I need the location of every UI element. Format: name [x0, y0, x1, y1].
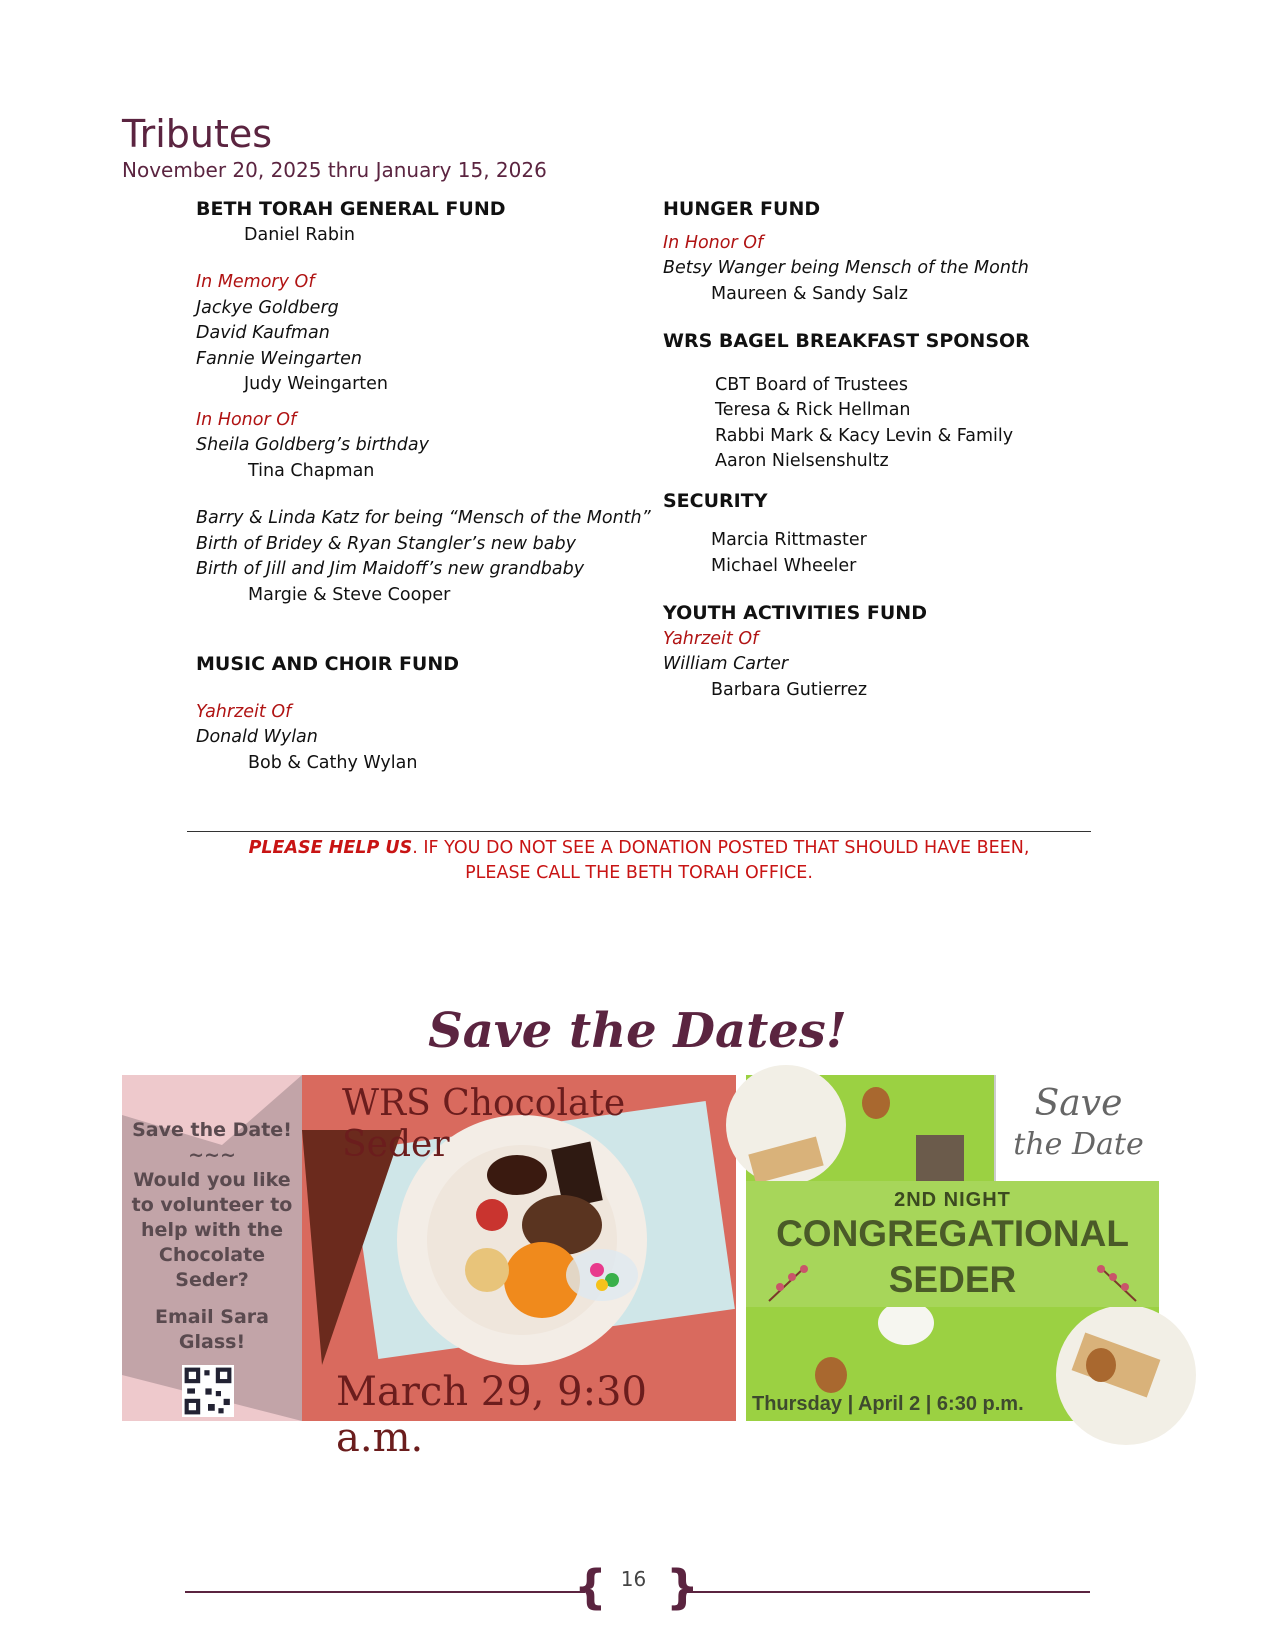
seder-date: Thursday | April 2 | 6:30 p.m. — [752, 1393, 1024, 1415]
volunteer-card — [122, 1075, 302, 1421]
volunteer-email-line: Email Sara — [155, 1306, 269, 1328]
help-emphasis: PLEASE HELP US — [248, 838, 413, 858]
volunteer-line: Chocolate — [158, 1244, 266, 1266]
honor-name: Sheila Goldberg’s birthday — [196, 435, 429, 455]
qr-code-icon[interactable] — [182, 1365, 234, 1417]
honor-name: Betsy Wanger being Mensch of the Month — [663, 258, 1029, 278]
honor-name: Birth of Jill and Jim Maidoff’s new grandbaby — [196, 559, 585, 579]
memory-name: David Kaufman — [196, 323, 330, 343]
memory-name: Jackye Goldberg — [196, 297, 339, 318]
security-heading: SECURITY — [663, 489, 768, 512]
sponsor-donor: Aaron Nielsenshultz — [715, 451, 889, 471]
seder-title-line2: SEDER — [888, 1259, 1017, 1300]
congregational-seder-image — [746, 1075, 1159, 1421]
yahrzeit-label: Yahrzeit Of — [663, 628, 759, 649]
volunteer-line: Would you like — [133, 1169, 291, 1191]
volunteer-line: ~~~ — [188, 1144, 236, 1166]
yahrzeit-name: Donald Wylan — [196, 727, 318, 747]
volunteer-email-line: Glass! — [178, 1331, 246, 1353]
memory-donor: Judy Weingarten — [244, 374, 389, 394]
page-title: Tributes — [122, 112, 273, 156]
honor-donor: Margie & Steve Cooper — [248, 584, 451, 605]
honor-donor: Maureen & Sandy Salz — [711, 283, 908, 304]
honor-name: Barry & Linda Katz for being “Mensch of the Month” — [196, 508, 651, 528]
chocolate-seder-date: March 29, 9:30 a.m. — [336, 1369, 647, 1461]
yahrzeit-donor: Barbara Gutierrez — [711, 679, 868, 700]
volunteer-line: help with the — [141, 1219, 283, 1241]
yahrzeit-label: Yahrzeit Of — [196, 701, 292, 722]
sponsor-donor: CBT Board of Trustees — [715, 374, 908, 395]
divider — [187, 831, 1091, 832]
honor-name: Birth of Bridey & Ryan Stangler’s new baby — [196, 533, 576, 554]
honor-donor: Tina Chapman — [248, 460, 375, 481]
help-notice — [187, 836, 1091, 886]
general-fund-donor: Daniel Rabin — [244, 224, 355, 245]
music-fund-heading: MUSIC AND CHOIR FUND — [196, 653, 460, 675]
help-line1: . IF YOU DO NOT SEE A DONATION POSTED THAT SHOULD HAVE BEEN, — [412, 838, 1030, 858]
security-donor: Michael Wheeler — [711, 555, 857, 576]
memory-name: Fannie Weingarten — [196, 348, 362, 369]
volunteer-line: Save the Date! — [132, 1119, 292, 1141]
security-donor: Marcia Rittmaster — [711, 530, 867, 550]
save-the-date-badge — [994, 1075, 1161, 1181]
flower-icon — [764, 1263, 814, 1303]
chocolate-seder-image — [302, 1075, 736, 1461]
left-column — [196, 197, 656, 776]
hunger-fund-heading: HUNGER FUND — [663, 198, 821, 220]
footer-line-left — [185, 1591, 585, 1593]
youth-fund-heading: YOUTH ACTIVITIES FUND — [663, 602, 927, 624]
yahrzeit-name: William Carter — [663, 654, 789, 674]
honor-label: In Honor Of — [196, 409, 297, 430]
footer-brace-left: { — [574, 1560, 607, 1614]
memory-label: In Memory Of — [196, 272, 315, 292]
honor-label: In Honor Of — [663, 232, 764, 253]
footer-brace-right: } — [666, 1560, 699, 1614]
footer-line-right — [682, 1591, 1090, 1593]
right-column — [663, 197, 1123, 703]
page-number: 16 — [620, 1567, 647, 1591]
date-range: November 20, 2025 thru January 15, 2026 — [122, 158, 547, 182]
general-fund-heading: BETH TORAH GENERAL FUND — [196, 198, 506, 220]
volunteer-text — [122, 1118, 302, 1355]
flower-icon — [1091, 1263, 1141, 1303]
bagel-sponsor-heading: WRS BAGEL BREAKFAST SPONSOR — [663, 330, 1030, 352]
seder-night: 2ND NIGHT — [894, 1189, 1011, 1211]
help-line2: PLEASE CALL THE BETH TORAH OFFICE. — [465, 863, 813, 883]
seder-title-line1: CONGREGATIONAL — [776, 1213, 1129, 1254]
sponsor-donor: Rabbi Mark & Kacy Levin & Family — [715, 425, 1014, 446]
chocolate-seder-title: WRS Chocolate Seder — [342, 1083, 626, 1165]
badge-line: the Date — [1013, 1127, 1144, 1162]
volunteer-line: Seder? — [175, 1269, 249, 1291]
yahrzeit-donor: Bob & Cathy Wylan — [248, 752, 418, 773]
volunteer-line: to volunteer to — [131, 1194, 293, 1216]
save-the-dates-heading: Save the Dates! — [428, 1003, 847, 1059]
sponsor-donor: Teresa & Rick Hellman — [715, 400, 911, 420]
badge-line: Save — [1034, 1083, 1123, 1124]
